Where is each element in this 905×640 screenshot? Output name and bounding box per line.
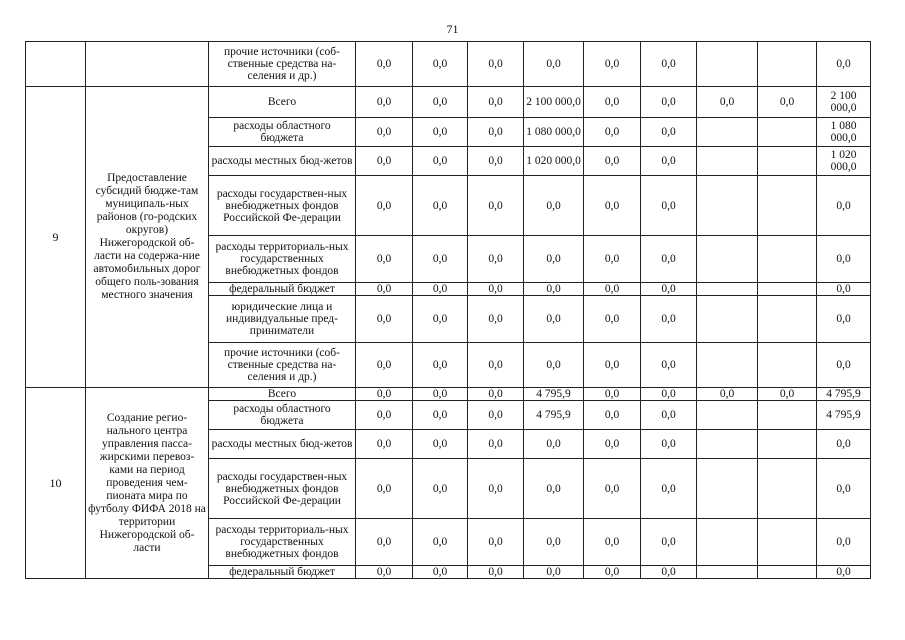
- value-cell: 0,0: [468, 118, 524, 147]
- value-cell: 0,0: [356, 118, 413, 147]
- value-cell: [758, 343, 817, 388]
- value-cell: 0,0: [641, 296, 697, 343]
- value-cell: 0,0: [524, 236, 584, 283]
- value-cell: 0,0: [468, 176, 524, 236]
- value-cell: 0,0: [413, 343, 468, 388]
- value-cell: 0,0: [524, 283, 584, 296]
- value-cell: 0,0: [413, 459, 468, 519]
- value-cell: 0,0: [468, 401, 524, 430]
- value-cell: [758, 236, 817, 283]
- value-cell: [697, 118, 758, 147]
- row-index-cell: [26, 42, 86, 87]
- funding-source-cell: расходы территориаль-ных государственных внебюджетных фондов: [209, 236, 356, 283]
- page-number: 71: [446, 22, 459, 36]
- value-cell: [697, 147, 758, 176]
- value-cell: 0,0: [413, 147, 468, 176]
- value-cell: 1 080 000,0: [524, 118, 584, 147]
- funding-source-cell: расходы местных бюд-жетов: [209, 147, 356, 176]
- value-cell: 4 795,9: [524, 401, 584, 430]
- value-cell: 1 080 000,0: [817, 118, 871, 147]
- table-row: [26, 87, 871, 118]
- value-cell: [697, 42, 758, 87]
- value-cell: 0,0: [584, 42, 641, 87]
- value-cell: 0,0: [356, 296, 413, 343]
- value-cell: 0,0: [468, 519, 524, 566]
- value-cell: 0,0: [817, 566, 871, 579]
- value-cell: [758, 296, 817, 343]
- value-cell: 0,0: [641, 118, 697, 147]
- measure-title-cell: Создание регио-нального центра управления пасса-жирскими перевоз-ками на период проведения чем-пионата мира по футболу ФИФА 2018 на территории Нижегородской об-ласти: [86, 388, 209, 579]
- value-cell: [758, 176, 817, 236]
- value-cell: 0,0: [468, 147, 524, 176]
- value-cell: 0,0: [584, 296, 641, 343]
- value-cell: [758, 42, 817, 87]
- value-cell: 0,0: [697, 87, 758, 118]
- value-cell: 0,0: [584, 388, 641, 401]
- value-cell: [697, 296, 758, 343]
- value-cell: 0,0: [758, 388, 817, 401]
- measure-title-cell: [86, 42, 209, 87]
- funding-source-cell: федеральный бюджет: [209, 566, 356, 579]
- value-cell: [758, 283, 817, 296]
- value-cell: 0,0: [468, 296, 524, 343]
- value-cell: [697, 236, 758, 283]
- value-cell: [697, 176, 758, 236]
- value-cell: 0,0: [413, 566, 468, 579]
- value-cell: 0,0: [817, 42, 871, 87]
- budget-table: [25, 41, 871, 579]
- value-cell: 0,0: [641, 147, 697, 176]
- value-cell: 0,0: [641, 459, 697, 519]
- value-cell: 0,0: [413, 519, 468, 566]
- value-cell: [758, 459, 817, 519]
- value-cell: 0,0: [758, 87, 817, 118]
- value-cell: 0,0: [468, 343, 524, 388]
- value-cell: [758, 566, 817, 579]
- value-cell: 0,0: [584, 566, 641, 579]
- value-cell: 0,0: [413, 296, 468, 343]
- funding-source-cell: юридические лица и индивидуальные пред-приниматели: [209, 296, 356, 343]
- value-cell: 0,0: [468, 388, 524, 401]
- value-cell: 0,0: [356, 147, 413, 176]
- funding-source-cell: расходы местных бюд-жетов: [209, 430, 356, 459]
- value-cell: 0,0: [524, 296, 584, 343]
- funding-source-cell: расходы государствен-ных внебюджетных фондов Российской Фе-дерации: [209, 176, 356, 236]
- value-cell: 0,0: [817, 296, 871, 343]
- value-cell: 0,0: [584, 118, 641, 147]
- value-cell: 0,0: [413, 283, 468, 296]
- value-cell: 0,0: [817, 459, 871, 519]
- value-cell: 4 795,9: [817, 388, 871, 401]
- value-cell: [758, 147, 817, 176]
- value-cell: 0,0: [584, 430, 641, 459]
- value-cell: 0,0: [524, 430, 584, 459]
- value-cell: 2 100 000,0: [817, 87, 871, 118]
- value-cell: 1 020 000,0: [817, 147, 871, 176]
- value-cell: 0,0: [356, 343, 413, 388]
- value-cell: 0,0: [524, 343, 584, 388]
- value-cell: 0,0: [524, 42, 584, 87]
- value-cell: [697, 343, 758, 388]
- value-cell: 4 795,9: [817, 401, 871, 430]
- value-cell: 0,0: [584, 519, 641, 566]
- funding-source-cell: расходы областного бюджета: [209, 118, 356, 147]
- value-cell: 0,0: [356, 566, 413, 579]
- value-cell: 0,0: [641, 236, 697, 283]
- value-cell: 0,0: [817, 519, 871, 566]
- value-cell: 0,0: [356, 519, 413, 566]
- value-cell: [697, 459, 758, 519]
- value-cell: 0,0: [413, 87, 468, 118]
- value-cell: [758, 401, 817, 430]
- value-cell: [697, 430, 758, 459]
- value-cell: 0,0: [413, 42, 468, 87]
- value-cell: [758, 118, 817, 147]
- value-cell: 0,0: [584, 236, 641, 283]
- value-cell: 0,0: [413, 236, 468, 283]
- value-cell: [697, 401, 758, 430]
- value-cell: 0,0: [584, 87, 641, 118]
- value-cell: 0,0: [641, 87, 697, 118]
- value-cell: 0,0: [817, 176, 871, 236]
- value-cell: 0,0: [356, 459, 413, 519]
- funding-source-cell: федеральный бюджет: [209, 283, 356, 296]
- value-cell: 0,0: [641, 283, 697, 296]
- value-cell: [758, 519, 817, 566]
- value-cell: 0,0: [413, 401, 468, 430]
- value-cell: 0,0: [641, 343, 697, 388]
- value-cell: 0,0: [641, 519, 697, 566]
- value-cell: 0,0: [524, 459, 584, 519]
- value-cell: 0,0: [356, 87, 413, 118]
- value-cell: 0,0: [356, 176, 413, 236]
- row-index-cell: 9: [26, 87, 86, 388]
- row-index-cell: 10: [26, 388, 86, 579]
- value-cell: 0,0: [356, 430, 413, 459]
- value-cell: [697, 566, 758, 579]
- value-cell: [758, 430, 817, 459]
- funding-source-cell: Всего: [209, 388, 356, 401]
- funding-source-cell: расходы территориаль-ных государственных внебюджетных фондов: [209, 519, 356, 566]
- value-cell: 0,0: [468, 566, 524, 579]
- value-cell: 1 020 000,0: [524, 147, 584, 176]
- value-cell: 0,0: [817, 236, 871, 283]
- value-cell: 0,0: [468, 283, 524, 296]
- value-cell: 0,0: [468, 430, 524, 459]
- value-cell: 0,0: [817, 283, 871, 296]
- value-cell: 0,0: [584, 176, 641, 236]
- value-cell: 0,0: [356, 42, 413, 87]
- value-cell: [697, 519, 758, 566]
- funding-source-cell: расходы государствен-ных внебюджетных фондов Российской Фе-дерации: [209, 459, 356, 519]
- measure-title-cell: Предоставление субсидий бюдже-там муниципаль-ных районов (го-родских округов) Нижегородской об-ласти на содержа-ние автомобильных дорог общего поль-зования местного значения: [86, 87, 209, 388]
- value-cell: 0,0: [356, 401, 413, 430]
- funding-source-cell: расходы областного бюджета: [209, 401, 356, 430]
- value-cell: 0,0: [468, 42, 524, 87]
- table-row: [26, 388, 871, 401]
- value-cell: 0,0: [817, 343, 871, 388]
- value-cell: 0,0: [413, 118, 468, 147]
- value-cell: 0,0: [524, 176, 584, 236]
- value-cell: 0,0: [413, 430, 468, 459]
- value-cell: 0,0: [584, 147, 641, 176]
- value-cell: 0,0: [468, 459, 524, 519]
- value-cell: 0,0: [584, 283, 641, 296]
- funding-source-cell: прочие источники (соб-ственные средства на-селения и др.): [209, 42, 356, 87]
- value-cell: 0,0: [356, 388, 413, 401]
- value-cell: 0,0: [356, 283, 413, 296]
- table-row: [26, 42, 871, 87]
- value-cell: 0,0: [641, 176, 697, 236]
- value-cell: 0,0: [524, 566, 584, 579]
- value-cell: 2 100 000,0: [524, 87, 584, 118]
- value-cell: 0,0: [524, 519, 584, 566]
- value-cell: 0,0: [641, 401, 697, 430]
- value-cell: 0,0: [641, 388, 697, 401]
- funding-source-cell: Всего: [209, 87, 356, 118]
- value-cell: 0,0: [641, 566, 697, 579]
- value-cell: 0,0: [641, 42, 697, 87]
- value-cell: 0,0: [413, 388, 468, 401]
- value-cell: 0,0: [356, 236, 413, 283]
- value-cell: 0,0: [468, 236, 524, 283]
- value-cell: 0,0: [697, 388, 758, 401]
- value-cell: 0,0: [584, 401, 641, 430]
- value-cell: 0,0: [413, 176, 468, 236]
- value-cell: 0,0: [584, 343, 641, 388]
- value-cell: 0,0: [817, 430, 871, 459]
- value-cell: 0,0: [641, 430, 697, 459]
- value-cell: [697, 283, 758, 296]
- value-cell: 4 795,9: [524, 388, 584, 401]
- funding-source-cell: прочие источники (соб-ственные средства на-селения и др.): [209, 343, 356, 388]
- value-cell: 0,0: [468, 87, 524, 118]
- value-cell: 0,0: [584, 459, 641, 519]
